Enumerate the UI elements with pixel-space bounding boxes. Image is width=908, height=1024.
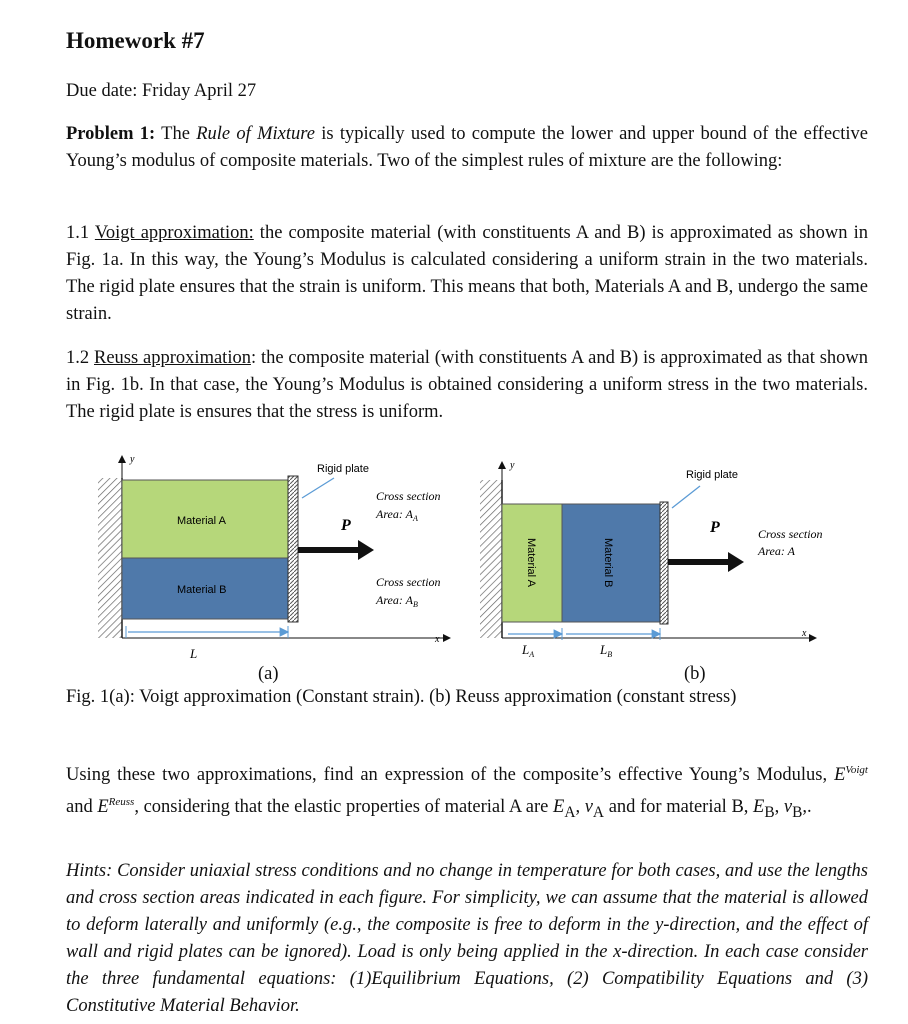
figure-1: [90, 448, 830, 660]
due-date: Due date: Friday April 27: [66, 81, 257, 101]
material-a-label: Material A: [177, 515, 226, 527]
length-label-lb: $L_B$: [600, 642, 613, 659]
cross-section-b-line2: Area: A: [758, 544, 795, 558]
cross-section-a-line2: Area: $A_A$: [376, 507, 418, 523]
y-axis-label-a: y: [130, 454, 135, 465]
section-heading-voigt: Voigt approximation:: [94, 223, 254, 243]
problem-label: Problem 1:: [66, 124, 156, 144]
section-number: 1.2: [66, 348, 94, 368]
section-text: the composite material (with constituents A and B) is approximated as shown in Fig. 1a. In this way, the Young’s Modulus is calculated considering a uniform strain in the two materials. The rigid plate ensures that the strain is uniform. This means that both, Materials A and B, undergo the same strain.: [66, 223, 868, 324]
figure-b-caption: (b): [684, 664, 706, 684]
problem-1-intro: [66, 121, 868, 175]
cross-section-b-line2: Area: $A_B$: [376, 593, 418, 609]
material-a-label-b: Material A: [525, 538, 537, 587]
y-axis-label-b: y: [510, 460, 515, 471]
load-label-a: P: [341, 517, 351, 534]
section-number: 1.1: [66, 223, 95, 243]
rigid-plate-pointer-b: [672, 486, 700, 508]
section-voigt: [66, 220, 868, 328]
section-reuss: [66, 345, 868, 426]
load-label-b: P: [710, 519, 720, 536]
figure-a-caption: (a): [258, 664, 279, 684]
question-text: Using these two approximations, find an expression of the composite’s effective Young’s Modulus, $E^{Voigt}$ and $E^{Reuss}$, considering that the elastic properties of material A are $E_A$, $\nu_A$ and for material B, $E_B$, $\nu_B$,.: [66, 764, 868, 821]
page-title: Homework #7: [66, 28, 205, 53]
rigid-plate-label-a: Rigid plate: [317, 463, 369, 475]
cross-section-b-line1: Cross section: [376, 575, 441, 589]
section-heading-reuss: Reuss approximation: [94, 348, 251, 368]
wall-hatch-b: [480, 480, 502, 638]
figure-caption: Fig. 1(a): Voigt approximation (Constant strain). (b) Reuss approximation (constant stress): [66, 687, 737, 707]
length-label-la: $L_A$: [522, 642, 535, 659]
material-b-label: Material B: [177, 584, 227, 596]
rigid-plate-b: [660, 502, 668, 624]
figure-a: [98, 454, 450, 660]
section-text: : the composite material (with constituents A and B) is approximated as that shown in Fig. 1b. In that case, the Young’s Modulus is obtained considering a uniform stress in the two materials. The rigid plate is ensures that the stress is uniform.: [66, 348, 869, 422]
problem-text-1: The: [161, 124, 197, 144]
rigid-plate-a: [288, 476, 298, 622]
material-b-label-b: Material B: [602, 538, 614, 588]
wall-hatch-a: [98, 478, 122, 638]
problem-text-2: is typically used to compute the lower and upper bound of the effective Young’s modulus of composite materials. Two of the simplest rules of mixture are the following:: [66, 124, 869, 171]
rigid-plate-label-b: Rigid plate: [686, 469, 738, 481]
x-axis-label-b: x: [802, 628, 807, 639]
cross-section-b-line1: Cross section: [758, 527, 823, 541]
cross-section-a-line1: Cross section: [376, 489, 441, 503]
length-label-a: L: [190, 646, 198, 660]
x-axis-label-a: x: [435, 634, 440, 645]
rule-of-mixture: Rule of Mixture: [196, 124, 315, 144]
rigid-plate-pointer-a: [302, 478, 334, 498]
hints-text: Hints: Consider uniaxial stress conditions and no change in temperature for both cases, and use the lengths and cross section areas indicated in each figure. For simplicity, we can assume that the material is allowed to deform laterally and uniformly (e.g., the composite is free to deform in the y-direction, and the effect of wall and rigid plates can be ignored). Load is only being applied in the x-direction. In each case consider the three fundamental equations: (1)Equilibrium Equations, (2) Compatibility Equations and (3) Constitutive Material Behavior.: [66, 861, 868, 1016]
figure-b: [480, 460, 823, 659]
